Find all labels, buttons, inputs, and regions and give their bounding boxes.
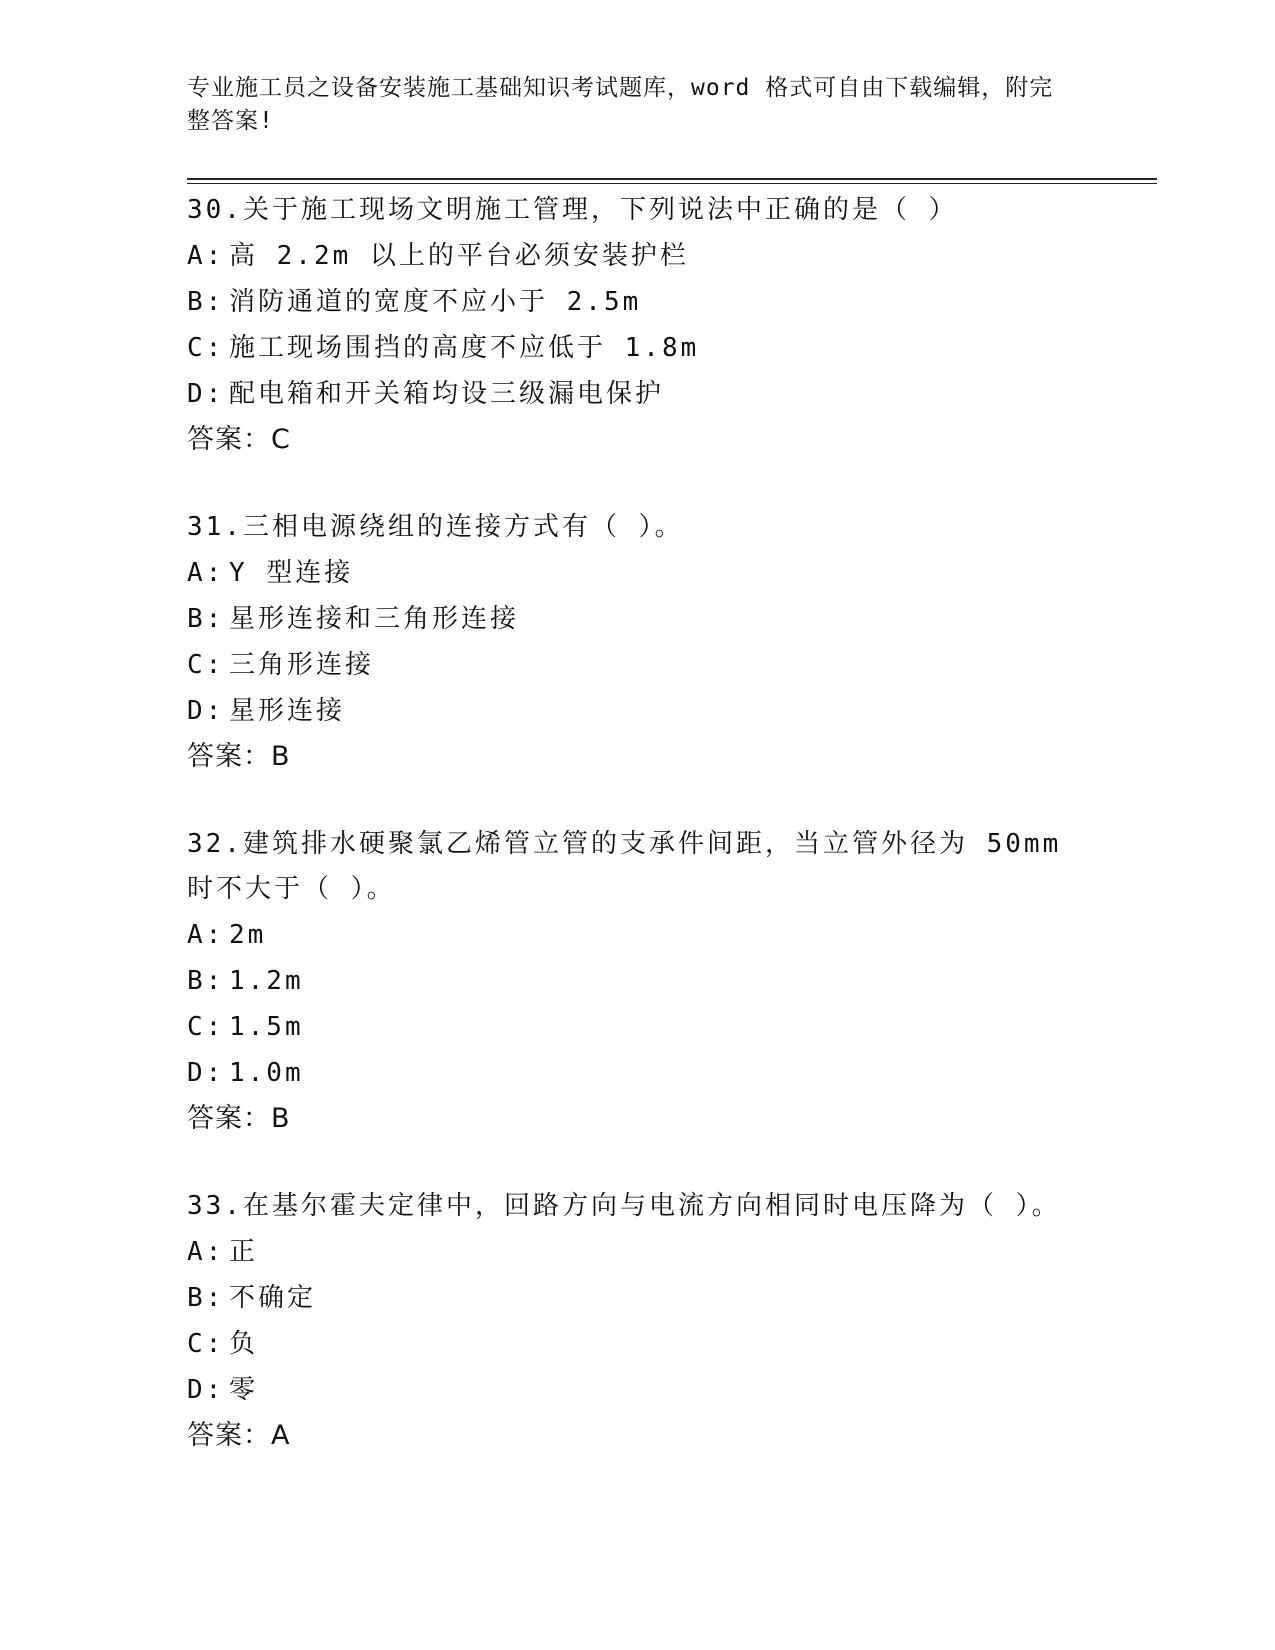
option-text: 1.0m xyxy=(229,1058,304,1088)
question-31 xyxy=(187,505,1087,780)
option-letter: A: xyxy=(187,241,225,271)
option-a xyxy=(187,550,1087,596)
option-b xyxy=(187,1275,1087,1321)
option-text: 1.5m xyxy=(229,1012,304,1042)
answer-line: 答案：A xyxy=(187,1420,291,1451)
option-text: 零 xyxy=(229,1375,259,1405)
option-letter: A: xyxy=(187,558,225,588)
option-d xyxy=(187,1050,1087,1096)
answer-line: 答案：C xyxy=(187,424,291,455)
option-text: 星形连接和三角形连接 xyxy=(229,604,520,634)
option-text: 三角形连接 xyxy=(229,650,375,680)
option-letter: C: xyxy=(187,650,225,680)
option-text: 高 2.2m 以上的平台必须安装护栏 xyxy=(229,241,689,271)
option-d xyxy=(187,1367,1087,1413)
question-33 xyxy=(187,1184,1087,1459)
option-letter: D: xyxy=(187,696,225,726)
option-d xyxy=(187,371,1087,417)
question-stem: 30.关于施工现场文明施工管理，下列说法中正确的是（ ） xyxy=(187,195,958,225)
option-text: Y 型连接 xyxy=(229,558,354,588)
option-letter: B: xyxy=(187,1283,225,1313)
option-letter: B: xyxy=(187,604,225,634)
option-letter: C: xyxy=(187,1329,225,1359)
answer-line: 答案：B xyxy=(187,1103,291,1134)
option-text: 星形连接 xyxy=(229,696,346,726)
option-letter: C: xyxy=(187,333,225,363)
question-list xyxy=(187,188,1087,1501)
option-text: 施工现场围挡的高度不应低于 1.8m xyxy=(229,333,700,363)
option-letter: D: xyxy=(187,379,225,409)
option-text: 消防通道的宽度不应小于 2.5m xyxy=(229,287,642,317)
option-b xyxy=(187,279,1087,325)
option-text: 配电箱和开关箱均设三级漏电保护 xyxy=(229,379,665,409)
header-divider-thick xyxy=(187,178,1157,180)
document-header: 专业施工员之设备安装施工基础知识考试题库，word 格式可自由下载编辑，附完整答案! xyxy=(187,75,1054,134)
option-d xyxy=(187,688,1087,734)
option-text: 正 xyxy=(229,1237,259,1267)
option-text: 1.2m xyxy=(229,966,304,996)
question-32 xyxy=(187,822,1087,1142)
question-stem: 31.三相电源绕组的连接方式有（ ）。 xyxy=(187,512,684,542)
option-c xyxy=(187,1004,1087,1050)
question-30 xyxy=(187,188,1087,463)
option-letter: B: xyxy=(187,287,225,317)
option-text: 负 xyxy=(229,1329,259,1359)
option-c xyxy=(187,1321,1087,1367)
header-divider-thin xyxy=(187,183,1157,184)
option-a xyxy=(187,1229,1087,1275)
option-a xyxy=(187,233,1087,279)
question-stem: 33.在基尔霍夫定律中，回路方向与电流方向相同时电压降为（ ）。 xyxy=(187,1191,1061,1221)
option-text: 不确定 xyxy=(229,1283,317,1313)
question-stem: 32.建筑排水硬聚氯乙烯管立管的支承件间距，当立管外径为 50mm 时不大于（ ）。 xyxy=(187,829,1062,904)
option-c xyxy=(187,325,1087,371)
option-c xyxy=(187,642,1087,688)
option-letter: C: xyxy=(187,1012,225,1042)
option-letter: D: xyxy=(187,1058,225,1088)
answer-line: 答案：B xyxy=(187,741,291,772)
option-b xyxy=(187,958,1087,1004)
option-letter: D: xyxy=(187,1375,225,1405)
option-letter: A: xyxy=(187,920,225,950)
option-letter: A: xyxy=(187,1237,225,1267)
option-a xyxy=(187,912,1087,958)
option-text: 2m xyxy=(229,920,267,950)
option-letter: B: xyxy=(187,966,225,996)
option-b xyxy=(187,596,1087,642)
